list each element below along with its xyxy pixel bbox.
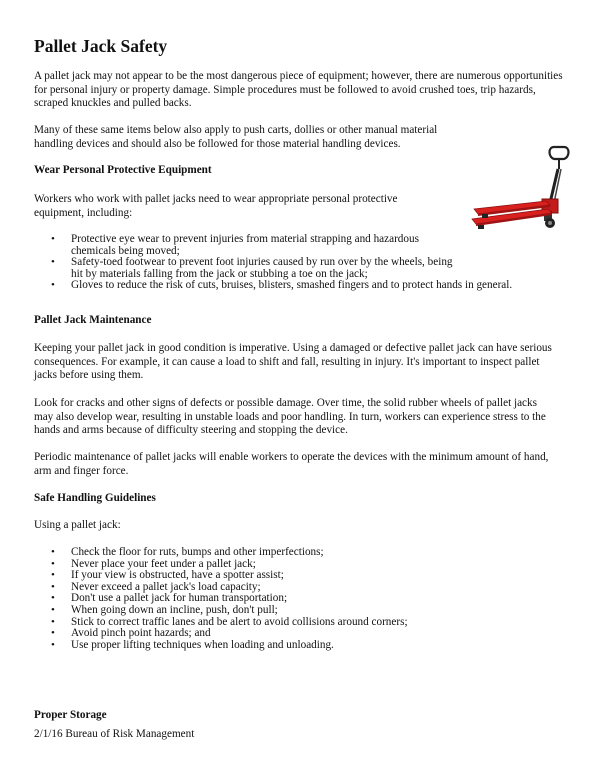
list-item: • Safety-toed footwear to prevent foot injuries caused by run over by the wheels, being hit by materials falling from the jack or stubbing a toe on the jack; [34, 257, 454, 280]
list-item: • Don't use a pallet jack for human transportation; [34, 593, 564, 605]
maintenance-paragraph-1: Keeping your pallet jack in good condition is imperative. Using a damaged or defective pallet jack can have serious consequences. For example, it can cause a load to shift and fall, resulting in injury. It's important to inspect pallet jacks before using them. [34, 342, 552, 382]
list-item: • Never exceed a pallet jack's load capacity; [34, 582, 564, 594]
maintenance-heading: Pallet Jack Maintenance [34, 314, 152, 326]
handling-list [34, 547, 564, 651]
maintenance-paragraph-3: Periodic maintenance of pallet jacks will enable workers to operate the devices with the minimum amount of hand, arm and finger force. [34, 451, 549, 477]
list-item: • When going down an incline, push, don't pull; [34, 605, 564, 617]
intro-paragraph-1: A pallet jack may not appear to be the most dangerous piece of equipment; however, there are numerous opportunities for personal injury or property damage. Simple procedures must be followed to avoid crushed toes, trip hazards, scraped knuckles and pulled backs. [34, 70, 563, 110]
list-item: • Check the floor for ruts, bumps and other imperfections; [34, 547, 564, 559]
maintenance-paragraph-2: Look for cracks and other signs of defects or possible damage. Over time, the solid rubber wheels of pallet jacks may also develop wear, resulting in unstable loads and poor handling. In turn, workers can experience stress to the hands and arms because of difficulty steering and stopping the device. [34, 397, 546, 437]
handling-paragraph: Using a pallet jack: [34, 519, 121, 531]
list-item: • Stick to correct traffic lanes and be alert to avoid collisions around corners; [34, 617, 564, 629]
list-item: • Use proper lifting techniques when loading and unloading. [34, 640, 564, 652]
list-item: • Avoid pinch point hazards; and [34, 628, 564, 640]
ppe-heading: Wear Personal Protective Equipment [34, 164, 212, 176]
pallet-jack-illustration [468, 143, 586, 235]
page-title: Pallet Jack Safety [34, 36, 168, 56]
list-item: • Never place your feet under a pallet jack; [34, 559, 564, 571]
list-item: • If your view is obstructed, have a spotter assist; [34, 570, 564, 582]
storage-heading: Proper Storage [34, 709, 107, 721]
list-item: • Protective eye wear to prevent injuries from material strapping and hazardous chemicals being moved; [34, 234, 454, 257]
ppe-paragraph: Workers who work with pallet jacks need to wear appropriate personal protective equipment, including: [34, 193, 398, 219]
footer-text: 2/1/16 Bureau of Risk Management [34, 728, 195, 740]
handling-heading: Safe Handling Guidelines [34, 492, 156, 504]
list-item: • Gloves to reduce the risk of cuts, bruises, blisters, smashed fingers and to protect hands in general. [34, 280, 564, 292]
ppe-list [34, 234, 564, 292]
intro-paragraph-2: Many of these same items below also apply to push carts, dollies or other manual material handling devices and should also be followed for those material handling devices. [34, 124, 438, 150]
